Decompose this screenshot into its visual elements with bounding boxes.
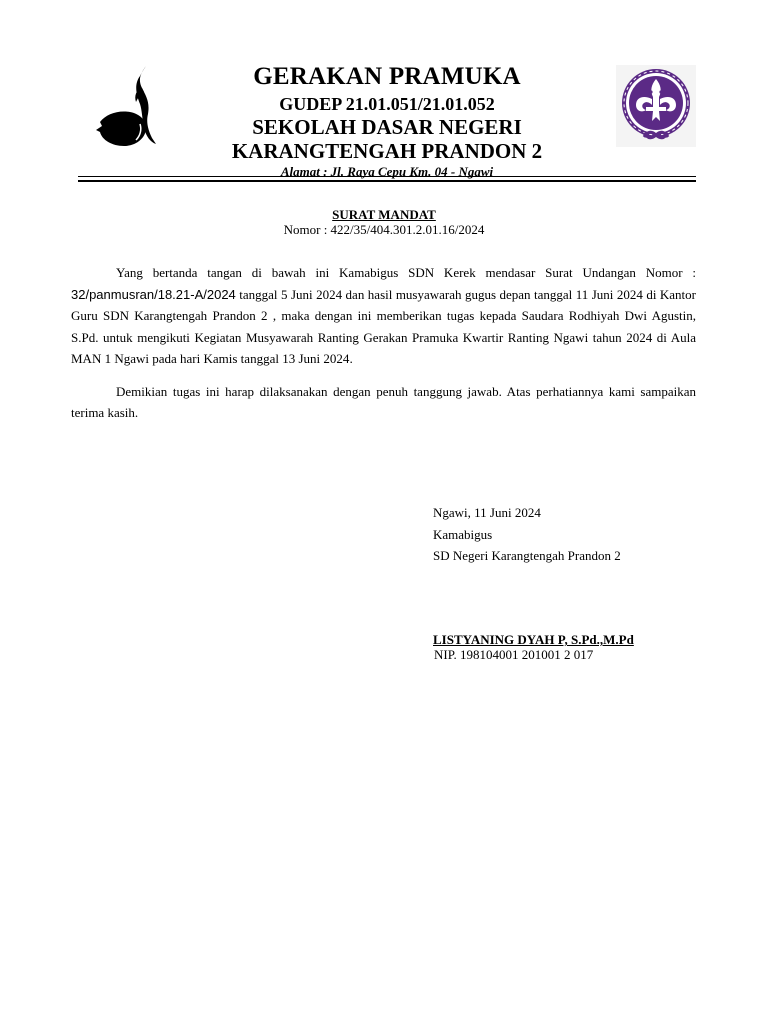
signature-place-date: Ngawi, 11 Juni 2024 [433, 505, 541, 520]
signatory-nip: NIP. 198104001 201001 2 017 [434, 647, 594, 662]
body-p1-part1: Yang bertanda tangan di bawah ini Kamabigus SDN Kerek mendasar Surat Undangan Nomor : [116, 265, 696, 280]
letter-body [71, 262, 696, 435]
scout-fleur-de-lis-icon [616, 65, 696, 147]
document-number: Nomor : 422/35/404.301.2.01.16/2024 [283, 222, 485, 237]
school-name-line2: KARANGTENGAH PRANDON 2 [231, 139, 543, 163]
organization-name: GERAKAN PRAMUKA [253, 63, 521, 90]
signature-block [433, 502, 621, 567]
signatory-name: LISTYANING DYAH P, S.Pd.,M.Pd [433, 632, 634, 647]
body-p1-end: . [349, 351, 353, 366]
letterhead-divider [78, 176, 696, 182]
gudep-number: GUDEP 21.01.051/21.01.052 [279, 94, 495, 114]
signature-institution: SD Negeri Karangtengah Prandon 2 [433, 548, 621, 563]
invitation-reference: 32/panmusran/18.21-A/2024 [71, 286, 236, 302]
school-name-line1: SEKOLAH DASAR NEGERI [252, 115, 522, 139]
body-paragraph-1 [71, 262, 696, 370]
school-address: Alamat : Jl. Raya Cepu Km. 04 - Ngawi [280, 164, 494, 179]
tunas-kelapa-icon [96, 64, 164, 148]
document-header [0, 207, 768, 237]
signature-position: Kamabigus [433, 526, 493, 542]
body-p1-part2: tanggal 5 Juni 2024 dan hasil musyawarah gugus depan tanggal 11 Juni 2024 di Kantor Guru SDN Karangtengah Prandon 2 , maka dengan ini memberikan tugas kepada Saudara Rodhiyah Dwi Agustin, S.Pd. untuk mengikuti Kegiatan Musyawarah Ranting Gerakan Pramuka Kwartir Ranting Ngawi tahun 2024 di Aula MAN 1 Ngawi pada hari Kamis tanggal 13 Juni 2024 [71, 286, 696, 366]
document-title: SURAT MANDAT [332, 207, 436, 222]
body-paragraph-2: Demikian tugas ini harap dilaksanakan dengan penuh tanggung jawab. Atas perhatiannya kami sampaikan terima kasih. [71, 383, 696, 420]
letterhead [184, 62, 590, 180]
